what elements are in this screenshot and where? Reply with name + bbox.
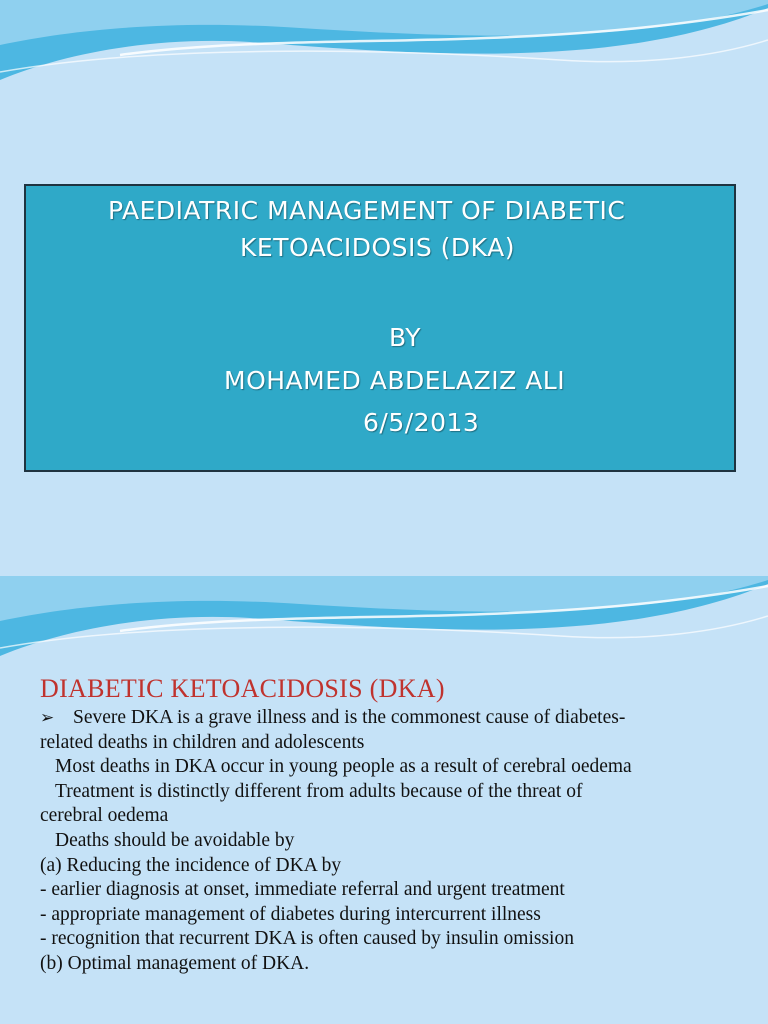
body-line-11: (b) Optimal management of DKA.: [40, 952, 310, 974]
slide-heading: DIABETIC KETOACIDOSIS (DKA): [40, 674, 445, 703]
content-slide: [0, 576, 768, 1024]
author-name: MOHAMED ABDELAZIZ ALI: [224, 366, 566, 395]
body-line-3: Most deaths in DKA occur in young people as a result of cerebral oedema: [55, 756, 632, 778]
body-line-1: [40, 706, 760, 731]
presentation-date: 6/5/2013: [363, 408, 480, 437]
title-line-1: PAEDIATRIC MANAGEMENT OF DIABETIC: [108, 196, 626, 225]
body-line-8: - earlier diagnosis at onset, immediate referral and urgent treatment: [40, 879, 565, 901]
body-line-9: - appropriate management of diabetes during intercurrent illness: [40, 903, 541, 925]
wave-decoration: [0, 576, 768, 676]
arrow-bullet-icon: ➢: [40, 708, 55, 728]
line-text: Severe DKA is a grave illness and is the commonest cause of diabetes-: [73, 707, 626, 728]
body-line-10: - recognition that recurrent DKA is often caused by insulin omission: [40, 928, 574, 950]
by-label: BY: [389, 323, 422, 352]
body-line-7: (a) Reducing the incidence of DKA by: [40, 854, 342, 876]
wave-decoration: [0, 0, 768, 100]
body-line-5: cerebral oedema: [40, 805, 169, 827]
body-line-6: Deaths should be avoidable by: [55, 829, 295, 851]
body-line-4: Treatment is distinctly different from adults because of the threat of: [55, 780, 583, 802]
slide-body: [40, 674, 760, 977]
title-line-2: KETOACIDOSIS (DKA): [240, 233, 515, 262]
body-line-2: related deaths in children and adolescents: [40, 731, 365, 753]
title-box: [24, 184, 736, 472]
